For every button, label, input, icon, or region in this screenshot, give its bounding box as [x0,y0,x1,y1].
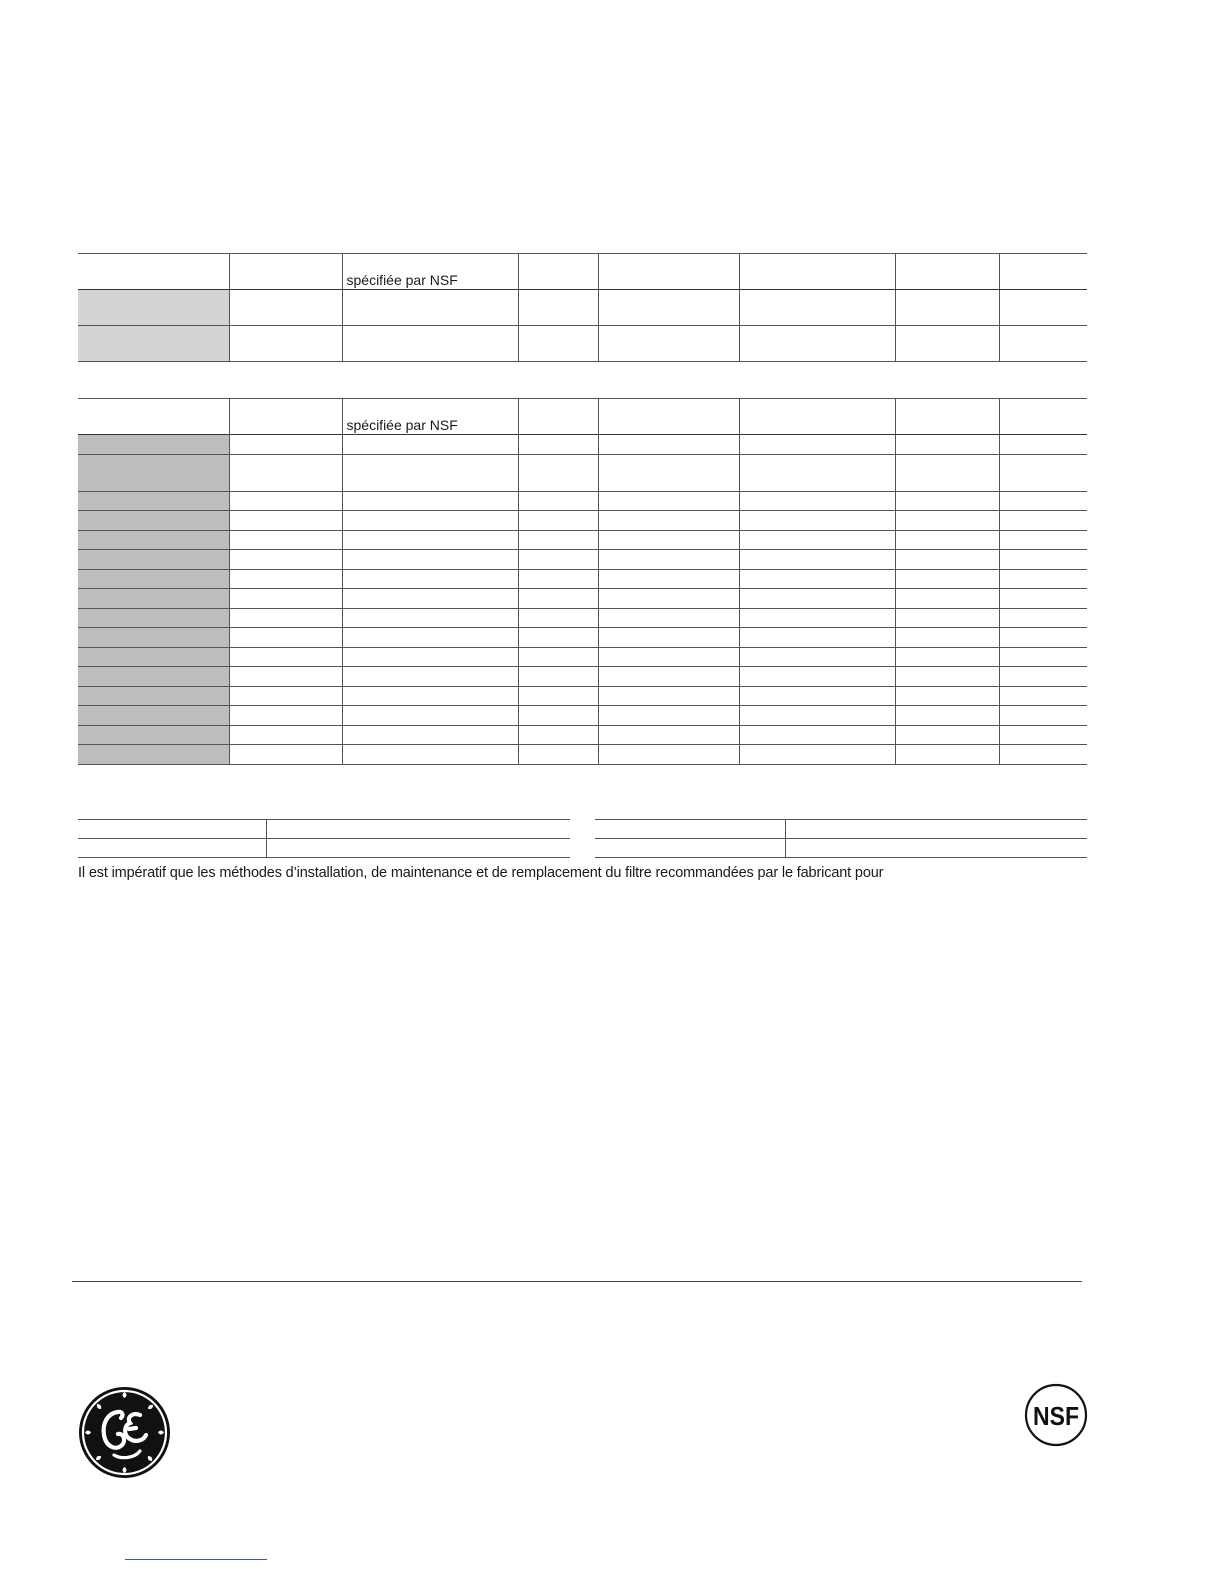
table-row [595,820,1087,839]
table-row [78,647,1087,667]
installation-notice: Il est impératif que les méthodes d’installation, de maintenance et de remplacement du filtre recommandées par le fabricant pour [78,865,884,881]
table-row [78,491,1087,511]
header-cell [598,254,739,290]
footer-divider [72,1281,1082,1282]
header-cell [739,399,895,435]
hyperlink-underline[interactable] [125,1559,267,1560]
header-cell [598,399,739,435]
performance-table-1 [78,253,1087,362]
table-row [78,820,570,839]
table-header-row [78,254,1087,290]
table-row [78,706,1087,726]
table-row [595,839,1087,858]
header-cell [518,399,598,435]
nsf-certification-mark [1024,1383,1088,1447]
table-row [78,686,1087,706]
header-cell [739,254,895,290]
header-cell-nsf-spec: spécifiée par NSF [342,399,518,435]
table-row [78,530,1087,550]
table-row [78,511,1087,531]
header-cell [229,399,342,435]
table-row [78,435,1087,455]
header-cell-nsf-spec: spécifiée par NSF [342,254,518,290]
row-label-cell [78,326,229,362]
header-cell [999,399,1087,435]
ge-logo [78,1385,171,1480]
table-row [78,839,570,858]
header-cell [895,254,999,290]
header-cell [78,254,229,290]
table-row [78,628,1087,648]
header-cell [999,254,1087,290]
header-cell [895,399,999,435]
table-row [78,290,1087,326]
row-label-cell [78,290,229,326]
small-table-right [595,819,1087,858]
table-row [78,667,1087,687]
table-row [78,589,1087,609]
table-row [78,608,1087,628]
table-header-row [78,399,1087,435]
table-row [78,454,1087,491]
small-table-left [78,819,570,858]
header-cell [229,254,342,290]
header-cell [518,254,598,290]
table-row [78,745,1087,765]
table-row [78,326,1087,362]
svg-text:NSF: NSF [1033,1401,1079,1431]
table-row [78,569,1087,589]
header-cell [78,399,229,435]
table-row [78,550,1087,570]
performance-table-2 [78,398,1087,765]
table-row [78,725,1087,745]
